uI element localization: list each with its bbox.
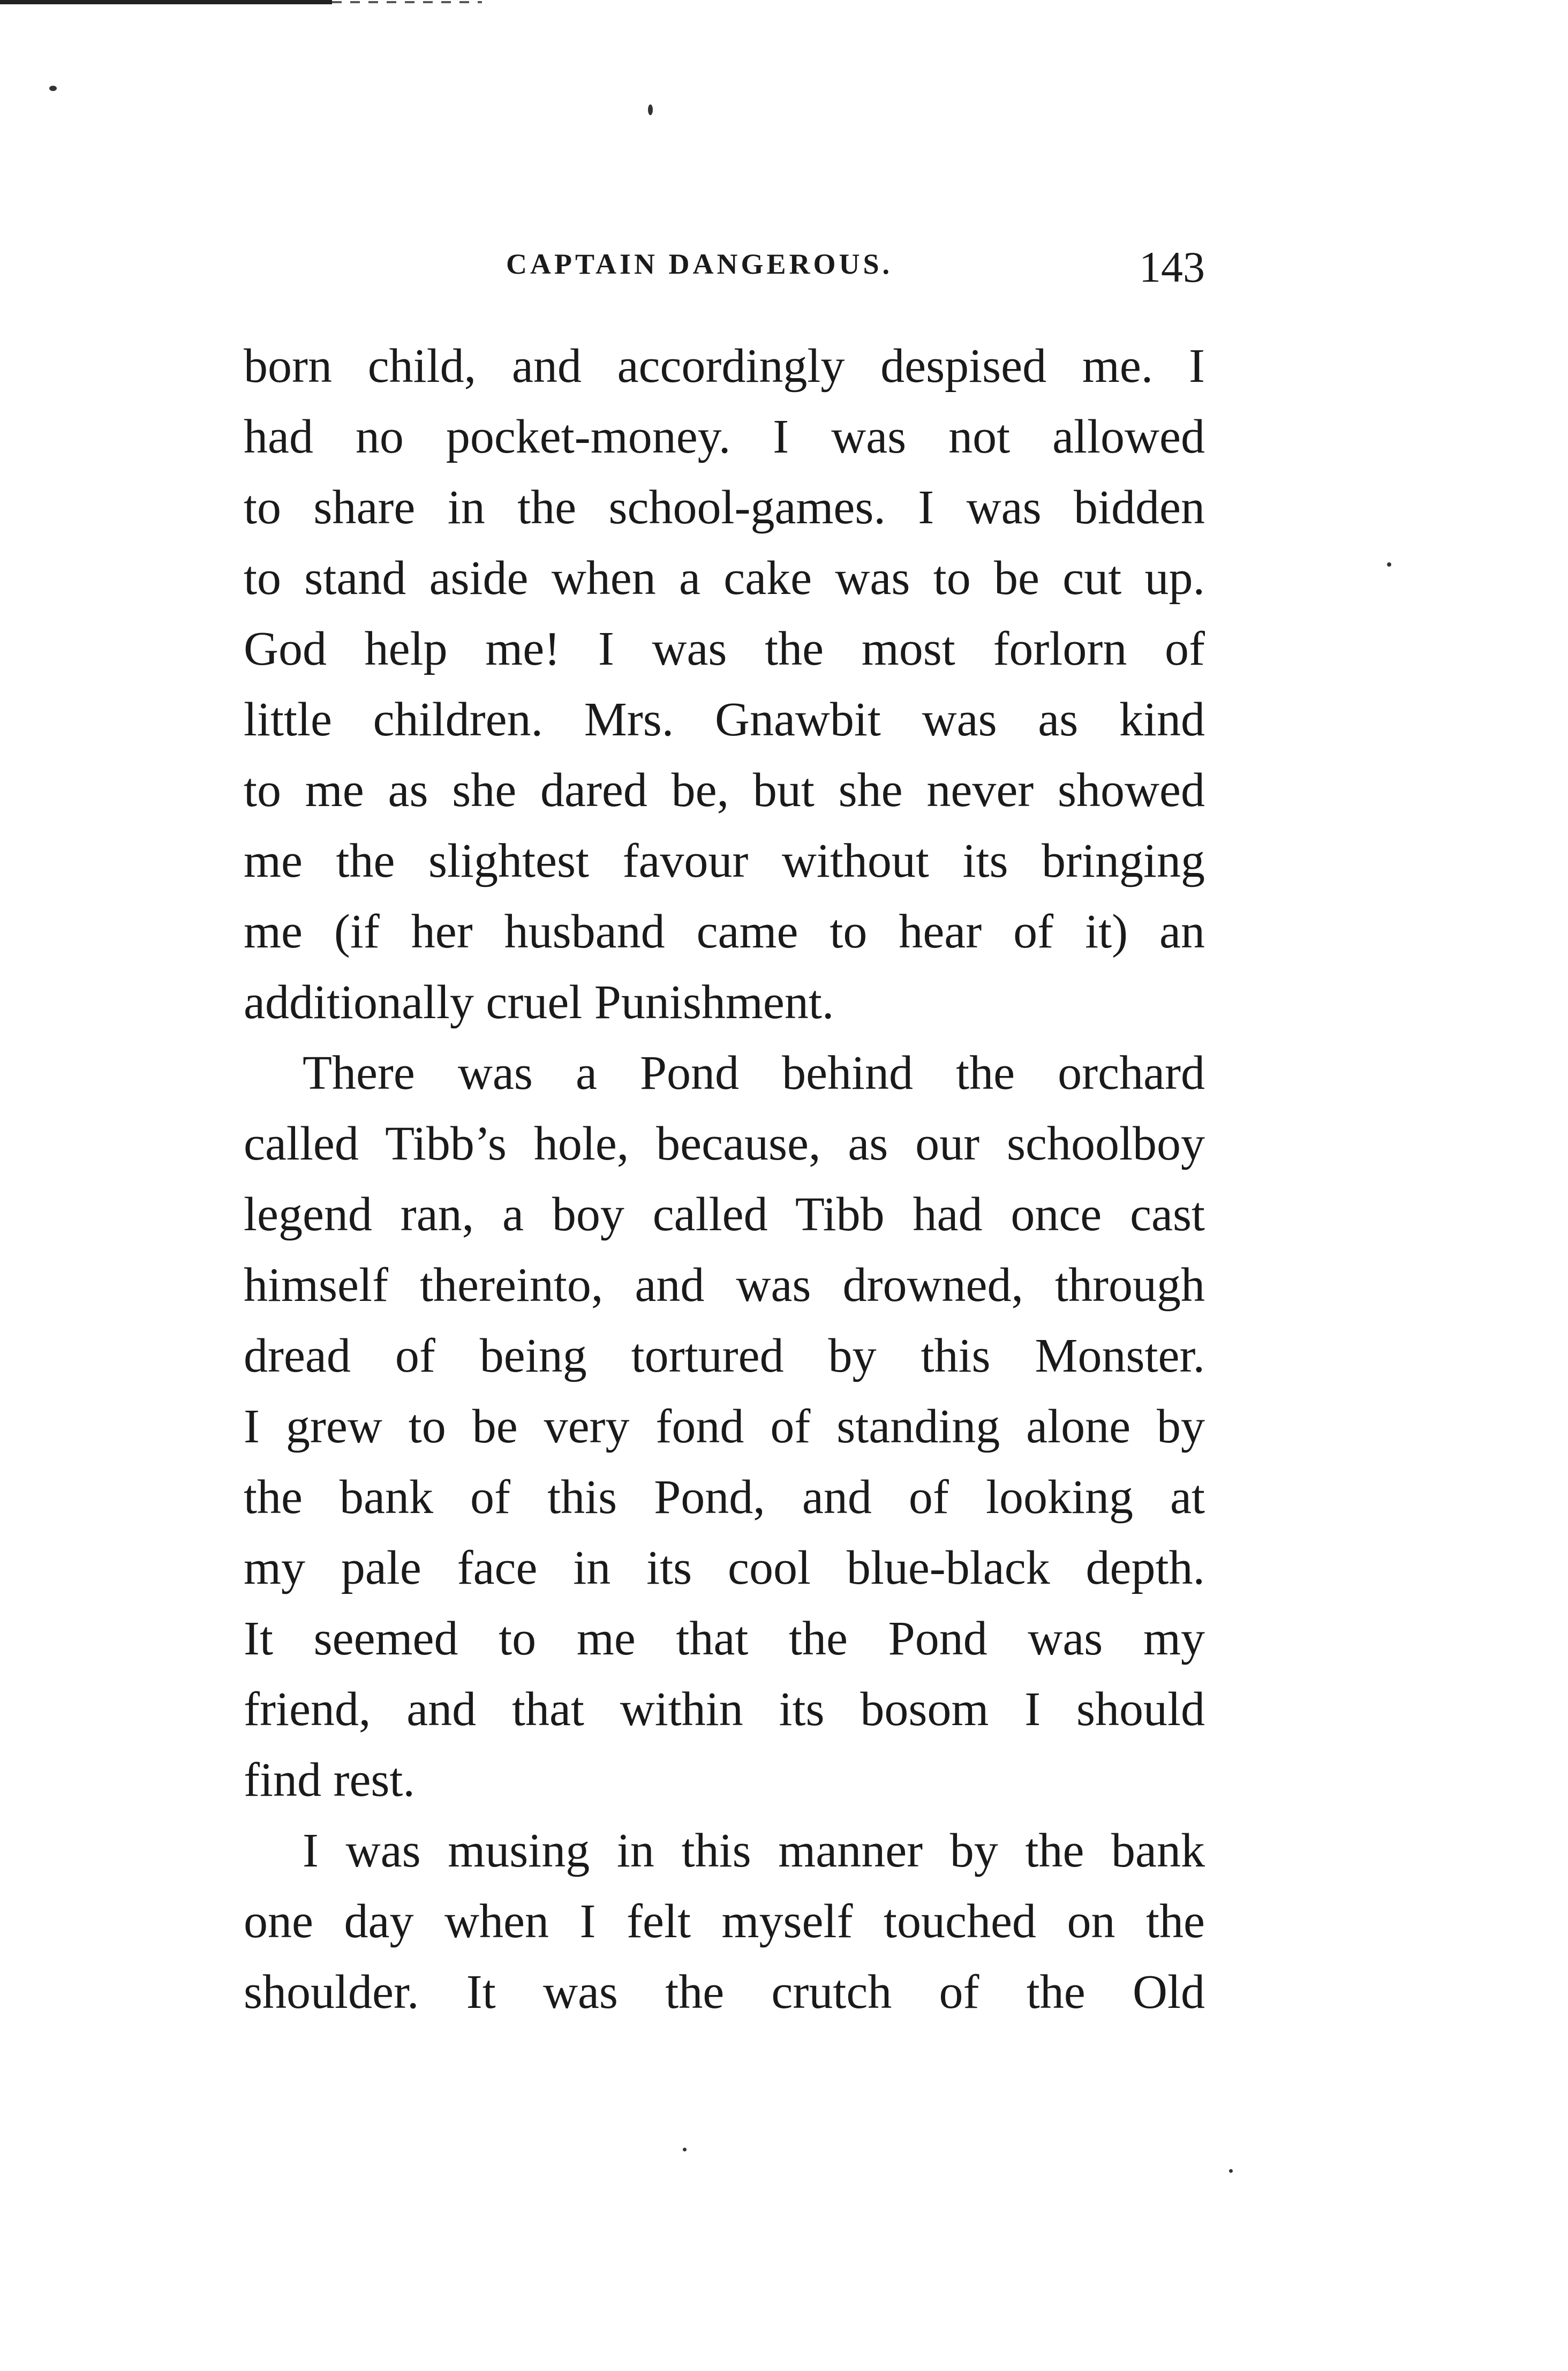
ink-speck: [49, 86, 57, 91]
running-title: CAPTAIN DANGEROUS.: [506, 248, 893, 280]
ink-speck: [1387, 562, 1391, 567]
text-line: himself thereinto, and was drowned, through: [244, 1259, 1205, 1312]
text-line: I was musing in this manner by the bank: [303, 1824, 1205, 1877]
text-line: me the slightest favour without its bringing: [244, 834, 1205, 887]
text-line: It seemed to me that the Pond was my: [244, 1612, 1205, 1665]
text-line: find rest.: [244, 1753, 415, 1807]
body-text: [244, 331, 1205, 2028]
text-line: shoulder. It was the crutch of the Old: [244, 1966, 1205, 2019]
running-head: [244, 242, 1205, 290]
scan-edge-mark: [332, 1, 482, 3]
ink-speck: [683, 2148, 687, 2151]
text-line: one day when I felt myself touched on the: [244, 1895, 1205, 1948]
scan-edge-mark: [0, 0, 332, 4]
text-line: to share in the school-games. I was bidden: [244, 481, 1205, 534]
text-line: my pale face in its cool blue-black depth.: [244, 1541, 1205, 1594]
text-line: called Tibb’s hole, because, as our schoolboy: [244, 1117, 1205, 1170]
page-number: 143: [1139, 243, 1205, 291]
text-line: additionally cruel Punishment.: [244, 976, 834, 1029]
text-line: born child, and accordingly despised me. I: [244, 340, 1205, 393]
text-line: to stand aside when a cake was to be cut up.: [244, 552, 1205, 605]
ink-speck: [1229, 2169, 1233, 2173]
text-line: to me as she dared be, but she never showed: [244, 764, 1205, 817]
text-line: God help me! I was the most forlorn of: [244, 622, 1205, 675]
text-line: I grew to be very fond of standing alone by: [244, 1400, 1205, 1453]
text-line: me (if her husband came to hear of it) an: [244, 905, 1205, 958]
text-line: the bank of this Pond, and of looking at: [244, 1471, 1205, 1524]
text-line: little children. Mrs. Gnawbit was as kind: [244, 693, 1205, 746]
text-line: dread of being tortured by this Monster.: [244, 1329, 1205, 1382]
text-line: There was a Pond behind the orchard: [303, 1047, 1205, 1100]
text-line: legend ran, a boy called Tibb had once cast: [244, 1188, 1205, 1241]
text-line: friend, and that within its bosom I should: [244, 1683, 1205, 1736]
text-line: had no pocket-money. I was not allowed: [244, 410, 1205, 463]
ink-speck: [648, 104, 653, 115]
